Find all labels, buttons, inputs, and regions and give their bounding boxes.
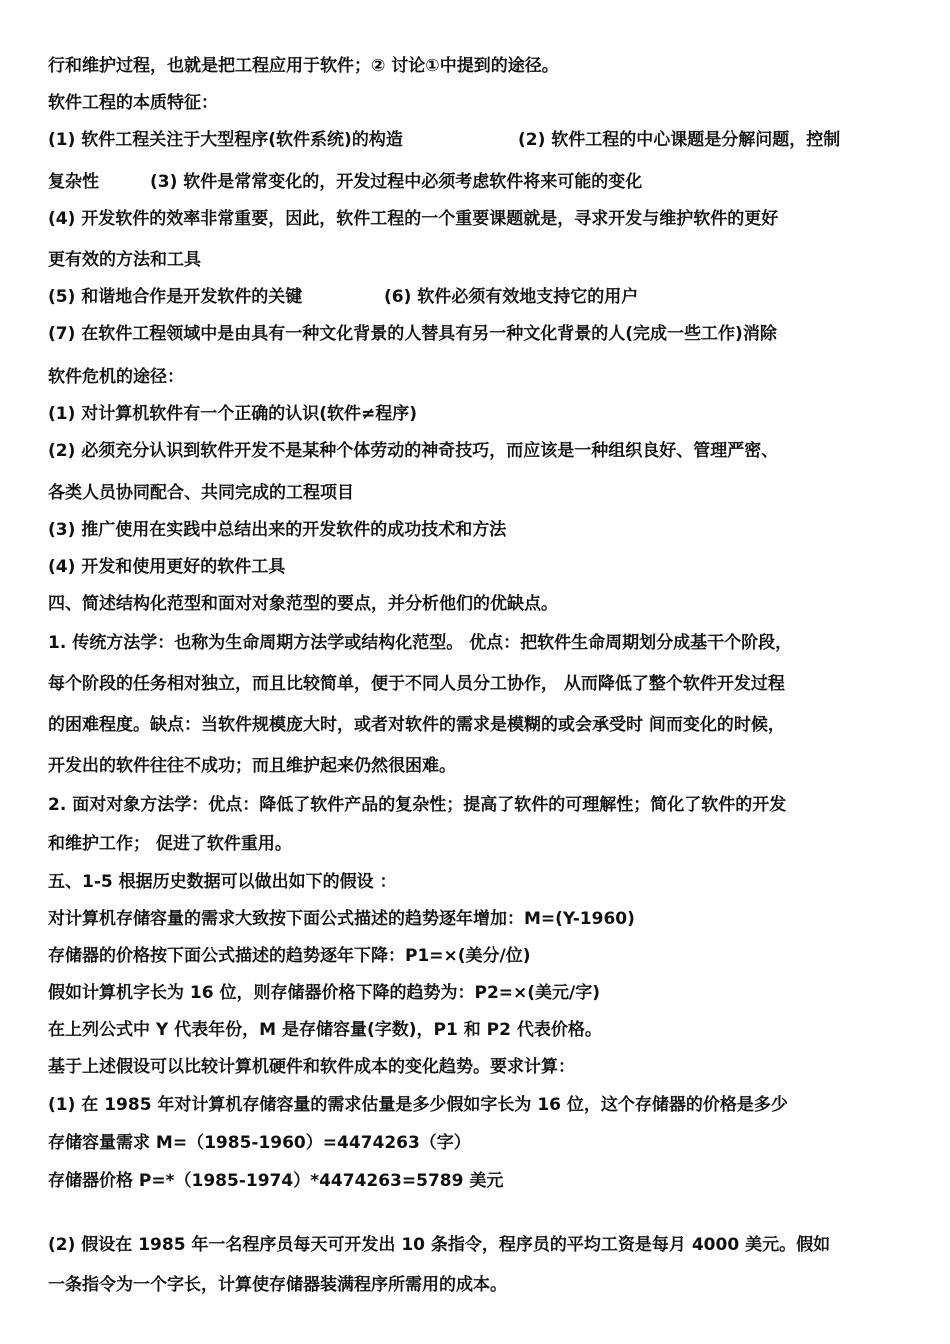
text-line: 对计算机存储容量的需求大致按下面公式描述的趋势逐年增加：M=(Y-1960): [48, 909, 635, 929]
section-heading: 软件危机的途径：: [48, 367, 184, 387]
text-line: (1) 在 1985 年对计算机存储容量的需求估量是多少假如字长为 16 位，这个存储器的价格是多少: [48, 1095, 788, 1115]
text-line: 在上列公式中 Y 代表年份，M 是存储容量(字数)，P1 和 P2 代表价格。: [48, 1020, 602, 1040]
text-line: 一条指令为一个字长，计算使存储器装满程序所需用的成本。: [48, 1275, 507, 1295]
text-line: 2. 面对对象方法学：优点：降低了软件产品的复杂性；提高了软件的可理解性；简化了软件的开发: [48, 795, 787, 815]
text-line: 假如计算机字长为 16 位，则存储器价格下降的趋势为：P2=×(美元/字): [48, 983, 601, 1003]
text-line: (2) 必须充分认识到软件开发不是某种个体劳动的神奇技巧，而应该是一种组织良好、管理严密、: [48, 441, 779, 461]
text-line: 存储器的价格按下面公式描述的趋势逐年下降：P1=×(美分/位): [48, 946, 531, 966]
text-line: 存储器价格 P=*（1985-1974）*4474263=5789 美元: [48, 1171, 504, 1191]
text-line: (3) 推广使用在实践中总结出来的开发软件的成功技术和方法: [48, 520, 507, 540]
text-line: 各类人员协同配合、共同完成的工程项目: [48, 483, 354, 503]
text-line: (3) 软件是常常变化的，开发过程中必须考虑软件将来可能的变化: [150, 172, 643, 192]
text-line: (1) 软件工程关注于大型程序(软件系统)的构造: [48, 130, 403, 150]
text-line: 更有效的方法和工具: [48, 250, 201, 270]
text-line: 基于上述假设可以比较计算机硬件和软件成本的变化趋势。要求计算：: [48, 1057, 575, 1077]
section-heading: 软件工程的本质特征：: [48, 93, 218, 113]
section-heading: 四、简述结构化范型和面对对象范型的要点，并分析他们的优缺点。: [48, 594, 558, 614]
text-line: 行和维护过程，也就是把工程应用于软件；② 讨论①中提到的途径。: [48, 56, 559, 76]
text-line: 1. 传统方法学：也称为生命周期方法学或结构化范型。 优点：把软件生命周期划分成基干个阶段，: [48, 633, 793, 653]
text-line: (2) 假设在 1985 年一名程序员每天可开发出 10 条指令，程序员的平均工资是每月 4000 美元。假如: [48, 1235, 831, 1255]
text-line: (4) 开发软件的效率非常重要，因此，软件工程的一个重要课题就是，寻求开发与维护软件的更好: [48, 209, 779, 229]
text-line: (1) 对计算机软件有一个正确的认识(软件≠程序): [48, 404, 418, 424]
text-line: (2) 软件工程的中心课题是分解问题，控制: [518, 130, 841, 150]
text-line: (7) 在软件工程领域中是由具有一种文化背景的人替具有另一种文化背景的人(完成一些工作)消除: [48, 324, 777, 344]
text-line: 的困难程度。缺点：当软件规模庞大时，或者对软件的需求是模糊的或会承受时 间而变化的时候，: [48, 715, 785, 735]
text-line: (4) 开发和使用更好的软件工具: [48, 557, 286, 577]
text-line: (6) 软件必须有效地支持它的用户: [384, 287, 639, 307]
text-line: 开发出的软件往往不成功；而且维护起来仍然很困难。: [48, 756, 456, 776]
text-line: 复杂性: [48, 172, 99, 192]
text-line: 每个阶段的任务相对独立，而且比较简单，便于不同人员分工协作， 从而降低了整个软件开发过程: [48, 674, 785, 694]
text-line: 和维护工作； 促进了软件重用。: [48, 834, 292, 854]
text-line: (5) 和谐地合作是开发软件的关键: [48, 287, 303, 307]
section-heading: 五、1-5 根据历史数据可以做出如下的假设 ：: [48, 872, 397, 892]
text-line: 存储容量需求 M=（1985-1960）=4474263（字）: [48, 1133, 471, 1153]
